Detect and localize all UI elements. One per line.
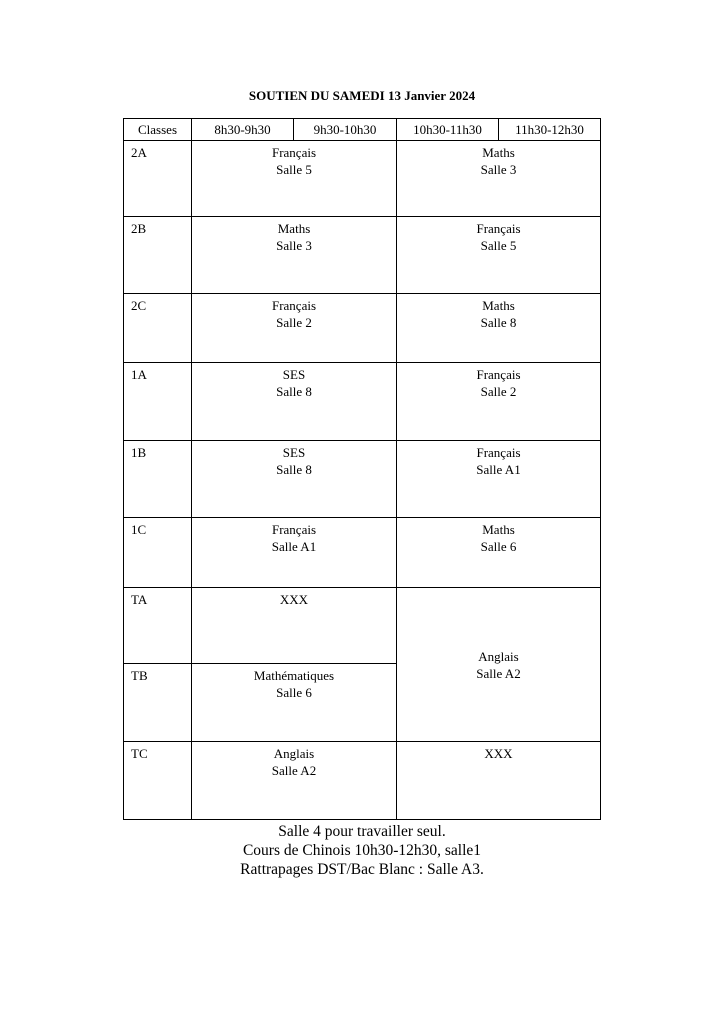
room: Salle A2 [271,763,317,778]
subject: XXX [279,592,309,607]
subject: XXX [484,746,513,761]
morning-cell [192,294,397,363]
room: Salle A1 [271,539,317,554]
room: Salle 8 [276,462,312,477]
subject: Français [271,298,317,313]
subject: Maths [482,522,515,537]
room: Salle 6 [276,685,312,700]
subject: Anglais [273,746,315,761]
room: Salle 5 [480,238,517,253]
class-cell: TC [124,742,192,820]
header-slot-3: 10h30-11h30 [397,119,499,141]
morning-cell [192,141,397,217]
class-cell: 1C [124,518,192,588]
footer-notes [0,822,724,879]
late-cell [397,217,601,294]
room: Salle 2 [480,384,517,399]
class-cell: 1B [124,441,192,518]
table-row [124,742,601,820]
class-cell: 2A [124,141,192,217]
late-cell [397,742,601,820]
subject: SES [282,367,306,382]
morning-cell [192,664,397,742]
header-slot-2: 9h30-10h30 [294,119,397,141]
late-cell [397,294,601,363]
subject: Maths [482,298,515,313]
subject: Français [271,145,317,160]
schedule-table [123,118,601,820]
subject: Français [476,221,521,236]
table-row [124,518,601,588]
morning-cell [192,518,397,588]
subject: SES [282,445,306,460]
table-row [124,217,601,294]
room: Salle 3 [480,162,517,177]
subject: Français [271,522,317,537]
room: Salle 5 [276,162,312,177]
class-cell: 2C [124,294,192,363]
room: Salle A1 [476,462,521,477]
class-cell: 1A [124,363,192,441]
room: Salle 8 [480,315,517,330]
room: Salle 6 [480,539,517,554]
footer-line: Salle 4 pour travailler seul. [278,823,446,840]
table-row [124,441,601,518]
morning-cell [192,588,397,664]
table-row [124,294,601,363]
subject: Français [476,367,521,382]
late-cell [397,441,601,518]
room: Salle 2 [276,315,312,330]
room: Salle 8 [276,384,312,399]
late-cell [397,141,601,217]
room: Salle 3 [276,238,312,253]
morning-cell [192,217,397,294]
morning-cell [192,742,397,820]
page-title: SOUTIEN DU SAMEDI 13 Janvier 2024 [248,88,476,103]
table-row [124,588,601,664]
room: Salle A2 [476,665,521,681]
subject: Anglais [478,648,519,664]
class-cell: 2B [124,217,192,294]
table-row [124,363,601,441]
morning-cell [192,363,397,441]
subject: Mathématiques [253,668,335,683]
late-cell [397,363,601,441]
late-cell [397,518,601,588]
footer-line: Rattrapages DST/Bac Blanc : Salle A3. [240,861,484,878]
subject: Maths [277,221,311,236]
header-slot-4: 11h30-12h30 [499,119,601,141]
header-classes: Classes [124,119,192,141]
morning-cell [192,441,397,518]
table-row [124,141,601,217]
subject: Français [476,445,521,460]
subject: Maths [482,145,515,160]
class-cell: TA [124,588,192,664]
footer-line: Cours de Chinois 10h30-12h30, salle1 [242,842,482,859]
late-cell-merged [397,588,601,742]
class-cell: TB [124,664,192,742]
header-slot-1: 8h30-9h30 [192,119,294,141]
header-row [124,119,601,141]
